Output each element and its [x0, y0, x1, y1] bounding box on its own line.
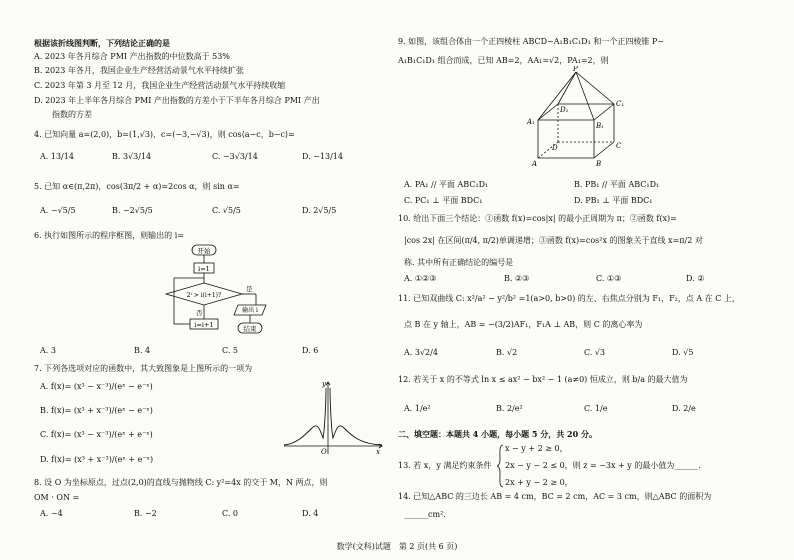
q7-option-d: D. f(x)= (x³ + x⁻³)/(eˣ + e⁻ˣ) [40, 455, 154, 464]
q4-option-a: A. 13/14 [40, 152, 74, 161]
q11-stem-cont: 点 B 在 y 轴上，AB = −(3/2)AF₁，F₁A ⊥ AB，则 C 的离心率为 [404, 320, 643, 329]
page-footer: 数学(文科)试题 第 2 页(共 6 页) [336, 542, 458, 551]
solid-label-d: D [552, 144, 558, 152]
q10-option-c: C. ①③ [596, 274, 622, 283]
q12-stem: 12. 若关于 x 的不等式 ln x ≤ ax² − bx² − 1 (a≠0) 恒成立，则 b/a 的最大值为 [398, 375, 688, 384]
q8-option-d: D. 4 [302, 509, 319, 518]
solid-label-b1: B₁ [596, 122, 604, 130]
flow-start-label: 开始 [197, 247, 211, 255]
intro-text: 根据该折线图判断，下列结论正确的是 [34, 38, 170, 48]
q8-option-a: A. −4 [40, 509, 63, 518]
q11-option-d: D. √5 [672, 348, 694, 357]
solid-label-a1: A₁ [527, 118, 535, 126]
q13-constraint-3: 2x + y − 2 ≥ 0， [505, 478, 573, 487]
q10-stem-cont2: 称. 其中所有正确结论的编号是 [404, 258, 514, 267]
q13-constraint-2: 2x − y − 2 ≤ 0，则 z = −3x + y 的最小值为______. [505, 461, 701, 470]
function-graph [282, 378, 384, 458]
q14-stem: 14. 已知△ABC 的三边长 AB = 4 cm，BC = 2 cm，AC = 3 cm，则△ABC 的面积为 [398, 492, 712, 501]
q4-option-c: C. −3√3/14 [212, 152, 258, 161]
q8-stem: 8. 设 O 为坐标原点，过点(2,0)的直线与抛物线 C: y²=4x 的交于 M，N 两点，则 [34, 478, 328, 487]
q10-option-b: B. ②③ [504, 274, 530, 283]
q6-option-c: C. 5 [222, 346, 239, 355]
section-heading: 二、填空题：本题共 4 小题，每小题 5 分，共 20 分。 [398, 429, 597, 439]
q3-option-d: D. 2023 年上半年各月综合 PMI 产出指数的方差小于下半年各月综合 PMI 产出 [34, 96, 320, 105]
q5-option-a: A. −√5/5 [40, 206, 76, 215]
q9-stem-cont: A₁B₁C₁D₁ 组合而成，已知 AB=2，AA₁=√2，PA₁=2，则 [398, 56, 609, 65]
q12-option-a: A. 1/e² [404, 404, 431, 413]
q5-option-c: C. √5/5 [212, 206, 241, 215]
q13-stem: 13. 若 x，y 满足约束条件 [398, 461, 492, 470]
flow-init-label: i=1 [198, 265, 210, 273]
q9-option-c: C. PC₁ ⊥ 平面 BDC₁ [404, 196, 483, 205]
flow-end-label: 结束 [243, 325, 257, 333]
solid-label-c1: C₁ [616, 100, 625, 108]
q5-stem: 5. 已知 α∈(π,2π)，cos(3π/2 + α)=2cos α，则 sin α= [34, 182, 240, 191]
q13-brace [496, 444, 504, 488]
q3-option-a: A. 2023 年各月综合 PMI 产出指数的中位数高于 53% [34, 52, 230, 61]
q10-stem-cont1: |cos 2x| 在区间(π/4, π/2)单调递增；③函数 f(x)=cos²x 的图象关于直线 x=π/2 对 [404, 236, 703, 245]
q6-stem: 6. 执行如图所示的程序框图，则输出的 i= [34, 231, 184, 240]
q9-option-a: A. PA₁ // 平面 ABC₁D₁ [404, 180, 489, 189]
q8-option-c: C. 0 [222, 509, 239, 518]
q5-option-d: D. 2√5/5 [302, 206, 337, 215]
q11-option-c: C. √3 [584, 348, 606, 357]
q10-stem: 10. 给出下面三个结论：①函数 f(x)=cos|x| 的最小正周期为 π；②函数 f(x)= [398, 214, 677, 223]
q7-option-c: C. f(x)= (x³ − x⁻³)/(eˣ + e⁻ˣ) [40, 430, 153, 439]
q13-constraint-1: x − y + 2 ≥ 0， [505, 444, 568, 453]
solid-label-c: C [616, 142, 622, 150]
q4-option-d: D. −13/14 [302, 152, 343, 161]
q7-option-b: B. f(x)= (x³ + x⁻³)/(eˣ − e⁻ˣ) [40, 406, 153, 415]
q4-option-b: B. 3√3/14 [112, 152, 152, 161]
flow-increment-label: i=i+1 [194, 321, 214, 329]
q5-option-b: B. −2√5/5 [112, 206, 153, 215]
flow-condition-label: 2ⁱ > i(i+1)? [186, 292, 222, 299]
q7-option-a: A. f(x)= (x³ − x⁻³)/(eˣ − e⁻ˣ) [40, 382, 153, 391]
solid-label-p: P [573, 66, 578, 73]
q9-option-b: B. PB₁ // 平面 ABC₁D₁ [574, 180, 660, 189]
q14-answer-blank: ______cm². [404, 510, 446, 519]
q7-stem: 7. 下列各选项对应的函数中，其大致图象是上图所示的一项为 [34, 364, 253, 373]
flow-no-label: 否 [196, 309, 203, 317]
q8-option-b: B. −2 [134, 509, 157, 518]
q8-stem-cont: OM · ON = [34, 493, 80, 502]
q4-stem: 4. 已知向量 a=(2,0)，b=(1,√3)，c=(−3,−√3)，则 cos⟨a−c，b−c⟩= [34, 130, 295, 139]
solid-label-a: A [532, 160, 538, 168]
graph-origin-label: O [321, 448, 327, 456]
solid-label-b: B [596, 160, 602, 168]
q12-option-c: C. 1/e [584, 404, 608, 413]
q3-option-c: C. 2023 年第 3 月至 12 月，我国企业生产经营活动景气水平持续收缩 [34, 81, 286, 90]
q9-option-d: D. PB₁ ⊥ 平面 BDC₁ [574, 196, 653, 205]
q10-option-d: D. ② [686, 274, 705, 283]
solid-figure [516, 66, 636, 170]
q12-option-d: D. 2/e [672, 404, 696, 413]
graph-y-label: y [322, 380, 326, 388]
q6-option-b: B. 4 [134, 346, 151, 355]
q10-option-a: A. ①②③ [404, 274, 437, 283]
q3-option-b: B. 2023 年各月，我国企业生产经营活动景气水平持续扩张 [34, 66, 244, 75]
q9-stem: 9. 如图，该组合体由一个正四棱柱 ABCD−A₁B₁C₁D₁ 和一个正四棱锥 P− [398, 37, 664, 46]
flow-yes-label: 是 [246, 285, 253, 293]
q6-option-a: A. 3 [40, 346, 56, 355]
q11-option-a: A. 3√2/4 [404, 348, 438, 357]
q11-option-b: B. √2 [496, 348, 518, 357]
q11-stem: 11. 已知双曲线 C: x²/a² − y²/b² =1(a>0, b>0) 的左、右焦点分别为 F₁，F₂，点 A 在 C 上， [398, 294, 740, 303]
flowchart [160, 243, 280, 343]
q3-option-d-cont: 指数的方差 [52, 110, 92, 119]
q6-option-d: D. 6 [302, 346, 319, 355]
flow-output-label: 输出 i [242, 307, 258, 314]
q12-option-b: B. 2/e² [496, 404, 523, 413]
graph-x-label: x [376, 448, 380, 456]
solid-label-d1: D₁ [560, 106, 569, 114]
